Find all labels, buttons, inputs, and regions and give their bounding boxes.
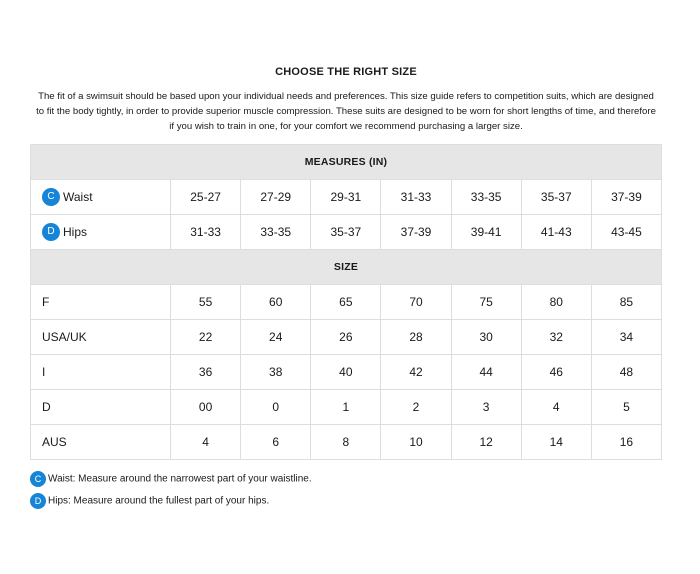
size-header: SIZE: [31, 250, 662, 285]
table-row-i: [31, 355, 662, 390]
size-chart-table: [30, 144, 662, 460]
table-cell: 75: [451, 285, 521, 320]
table-cell: 14: [521, 425, 591, 460]
table-cell: 3: [451, 390, 521, 425]
table-cell: 40: [311, 355, 381, 390]
waist-note: [30, 471, 312, 487]
table-cell: 36: [171, 355, 241, 390]
table-cell: 55: [171, 285, 241, 320]
waist-note-badge-icon: C: [30, 471, 46, 487]
table-cell: 27-29: [241, 180, 311, 215]
table-cell: 00: [171, 390, 241, 425]
waist-note-text: Waist: Measure around the narrowest part of your waistline.: [48, 473, 312, 485]
table-cell: 35-37: [311, 215, 381, 250]
hips-note-badge-icon: D: [30, 493, 46, 509]
page-title: CHOOSE THE RIGHT SIZE: [275, 66, 417, 78]
table-cell: 70: [381, 285, 451, 320]
table-cell: 4: [521, 390, 591, 425]
table-cell: 42: [381, 355, 451, 390]
table-cell: 37-39: [381, 215, 451, 250]
table-cell: 5: [591, 390, 661, 425]
hips-label: Hips: [63, 225, 88, 239]
table-cell: 60: [241, 285, 311, 320]
intro-paragraph: The fit of a swimsuit should be based upon your individual needs and preferences. This size guide refers to competition suits, which are designed to fit the body tightly, in order to provide superior muscle compression. These suits are designed to be worn for short lengths of time, and therefore if you wish to train in one, for your comfort we recommend purchasing a larger size.: [36, 91, 656, 132]
row-label-f: F: [31, 285, 171, 320]
hips-note-text: Hips: Measure around the fullest part of your hips.: [48, 495, 270, 507]
table-cell: 44: [451, 355, 521, 390]
table-cell: 8: [311, 425, 381, 460]
table-cell: 31-33: [381, 180, 451, 215]
table-cell: 24: [241, 320, 311, 355]
table-cell: 10: [381, 425, 451, 460]
table-cell: 34: [591, 320, 661, 355]
table-row-f: [31, 285, 662, 320]
table-cell: 30: [451, 320, 521, 355]
table-row-waist: [31, 180, 662, 215]
size-section-row: [31, 250, 662, 285]
row-label-d: D: [31, 390, 171, 425]
table-row-hips: [31, 215, 662, 250]
table-cell: 33-35: [241, 215, 311, 250]
measures-section-row: [31, 145, 662, 180]
table-cell: 33-35: [451, 180, 521, 215]
table-cell: 16: [591, 425, 661, 460]
table-cell: 2: [381, 390, 451, 425]
table-row-d: [31, 390, 662, 425]
row-label-aus: AUS: [31, 425, 171, 460]
table-cell: 38: [241, 355, 311, 390]
hips-note: [30, 493, 269, 509]
table-cell: 12: [451, 425, 521, 460]
table-cell: 26: [311, 320, 381, 355]
row-label-hips: [31, 215, 171, 250]
table-cell: 35-37: [521, 180, 591, 215]
table-cell: 85: [591, 285, 661, 320]
table-cell: 29-31: [311, 180, 381, 215]
measures-header: MEASURES (IN): [31, 145, 662, 180]
table-cell: 48: [591, 355, 661, 390]
waist-badge-icon: C: [42, 188, 60, 206]
row-label-i: I: [31, 355, 171, 390]
row-label-waist: [31, 180, 171, 215]
table-cell: 25-27: [171, 180, 241, 215]
table-row-usa-uk: [31, 320, 662, 355]
table-cell: 39-41: [451, 215, 521, 250]
table-cell: 65: [311, 285, 381, 320]
table-cell: 6: [241, 425, 311, 460]
table-cell: 37-39: [591, 180, 661, 215]
table-cell: 32: [521, 320, 591, 355]
row-label-usa-uk: USA/UK: [31, 320, 171, 355]
table-cell: 4: [171, 425, 241, 460]
hips-badge-icon: D: [42, 223, 60, 241]
waist-label: Waist: [63, 190, 93, 204]
table-cell: 46: [521, 355, 591, 390]
table-cell: 80: [521, 285, 591, 320]
table-row-aus: [31, 425, 662, 460]
table-cell: 31-33: [171, 215, 241, 250]
table-cell: 0: [241, 390, 311, 425]
table-cell: 28: [381, 320, 451, 355]
table-cell: 43-45: [591, 215, 661, 250]
table-cell: 41-43: [521, 215, 591, 250]
table-cell: 22: [171, 320, 241, 355]
table-cell: 1: [311, 390, 381, 425]
